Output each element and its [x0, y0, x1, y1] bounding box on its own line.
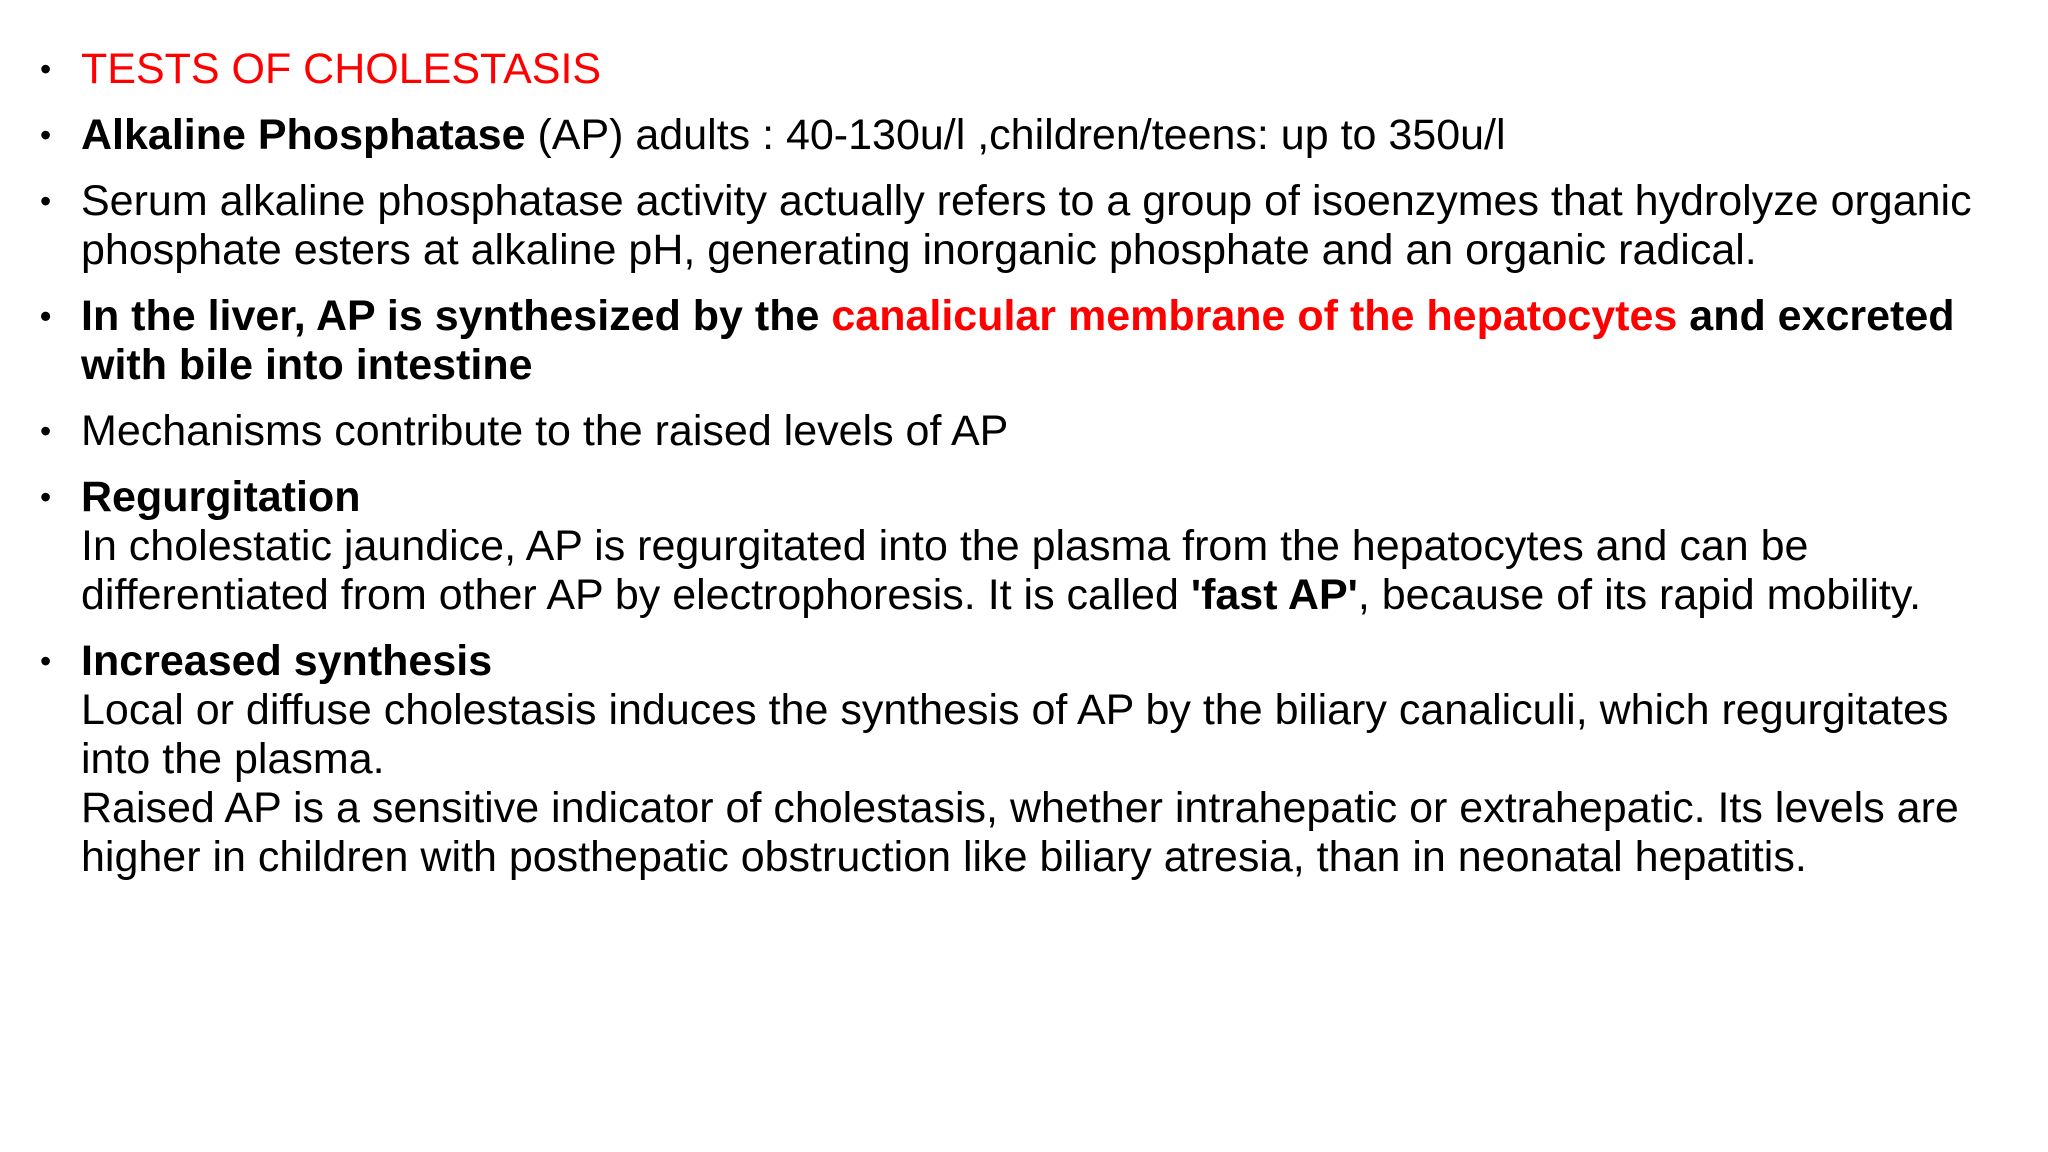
- bullet-dot-icon: •: [40, 183, 52, 219]
- synthesis-heading: Increased synthesis: [81, 637, 493, 685]
- liver-text-start: In the liver, AP is synthesized by the: [81, 292, 832, 340]
- ap-term: Alkaline Phosphatase: [81, 111, 526, 159]
- mechanisms-text: Mechanisms contribute to the raised levels of AP: [81, 407, 1009, 455]
- bullet-serum: [40, 177, 2020, 275]
- synthesis-text-1: Local or diffuse cholestasis induces the synthesis of AP by the biliary canaliculi, which regurgitates into the plasma.: [81, 686, 1949, 783]
- slide-title: TESTS OF CHOLESTASIS: [81, 45, 602, 93]
- bullet-synthesis: [40, 637, 2020, 882]
- bullet-list: [40, 45, 2020, 899]
- bullet-dot-icon: •: [40, 51, 52, 87]
- bullet-ap-range: [40, 111, 2020, 160]
- bullet-regurgitation: [40, 473, 2020, 620]
- fast-ap-term: 'fast AP': [1190, 571, 1358, 619]
- bullet-dot-icon: •: [40, 479, 52, 515]
- liver-text-end: and excreted with bile into intestine: [81, 292, 1955, 389]
- liver-highlight: canalicular membrane of the hepatocytes: [831, 292, 1678, 340]
- bullet-dot-icon: •: [40, 298, 52, 334]
- ap-range-text: (AP) adults : 40-130u/l ,children/teens: up to 350u/l: [525, 111, 1506, 159]
- bullet-dot-icon: •: [40, 413, 52, 449]
- bullet-mechanisms: [40, 407, 2020, 456]
- bullet-liver: [40, 292, 2020, 390]
- regurgitation-body: [81, 522, 1921, 619]
- regurgitation-text-start: In cholestatic jaundice, AP is regurgitated into the plasma from the hepatocytes and can be differentiated from other AP by electrophoresis. It is called: [81, 522, 1809, 619]
- bullet-dot-icon: •: [40, 117, 52, 153]
- synthesis-text-2: Raised AP is a sensitive indicator of cholestasis, whether intrahepatic or extrahepatic. Its levels are higher in children with posthepatic obstruction like biliary atresia, than in neonatal hepatitis.: [81, 784, 1959, 881]
- serum-text: Serum alkaline phosphatase activity actually refers to a group of isoenzymes that hydrolyze organic phosphate esters at alkaline pH, generating inorganic phosphate and an organic radical.: [81, 177, 1972, 274]
- regurgitation-text-end: , because of its rapid mobility.: [1357, 571, 1922, 619]
- bullet-title: [40, 45, 2020, 94]
- bullet-dot-icon: •: [40, 643, 52, 679]
- regurgitation-heading: Regurgitation: [81, 473, 361, 521]
